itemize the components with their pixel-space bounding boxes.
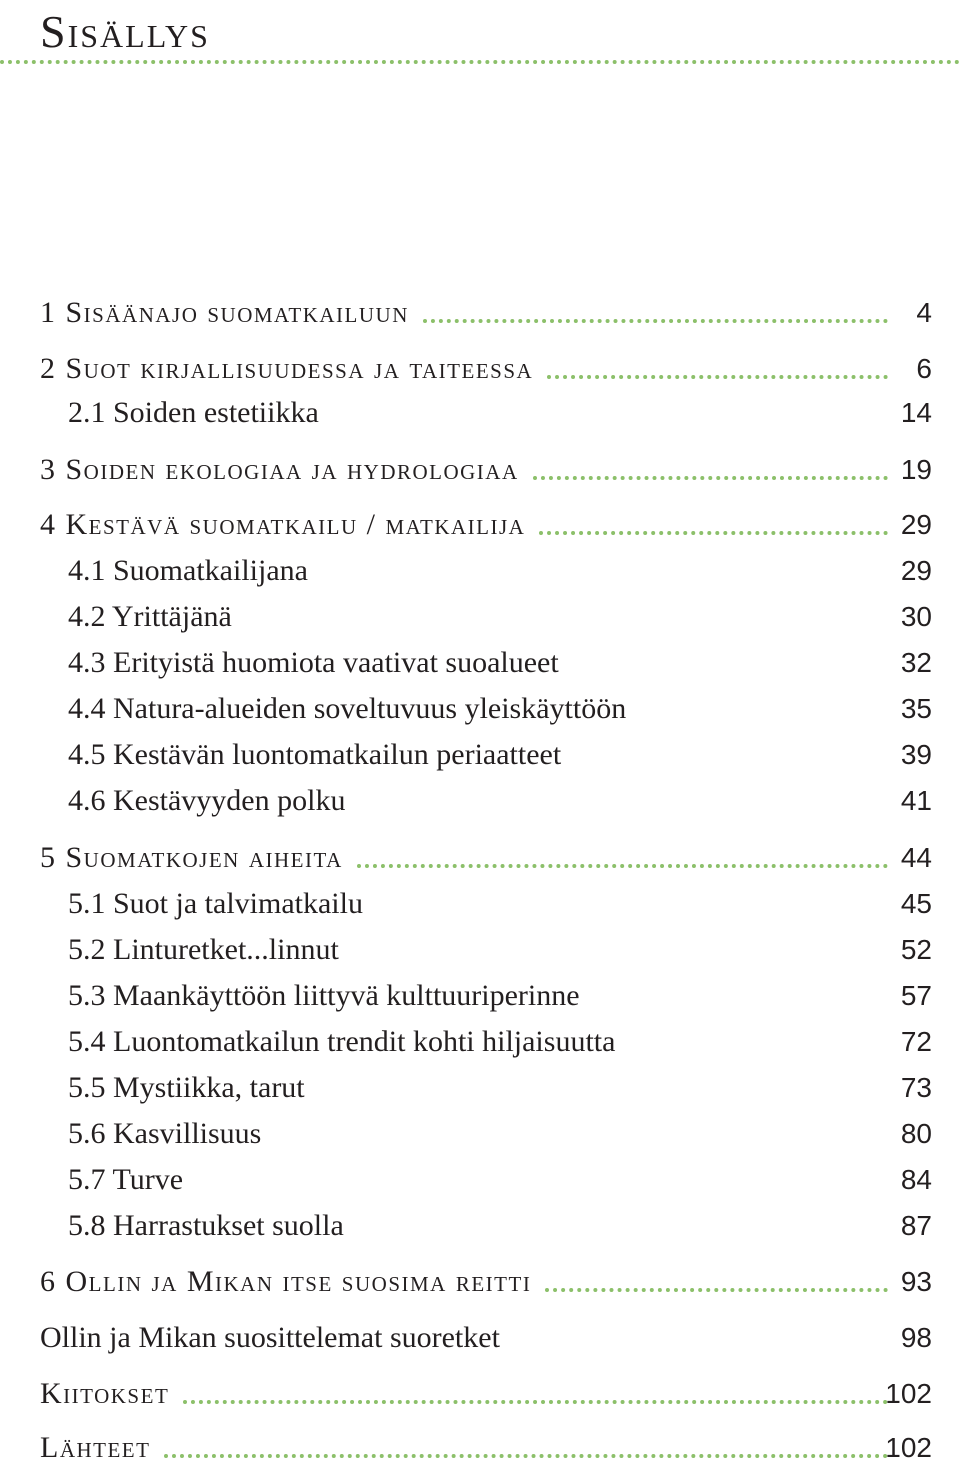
toc-entry[interactable] bbox=[0, 781, 960, 821]
toc-entry-page-number: 19 bbox=[900, 454, 932, 485]
toc-entry-page-number: 32 bbox=[900, 647, 932, 678]
toc-entry-page-number: 29 bbox=[900, 555, 932, 586]
toc-entry-title: 5.3 Maankäyttöön liittyvä kulttuuriperinne bbox=[68, 979, 580, 1012]
toc-entry-page-number: 41 bbox=[900, 785, 932, 816]
toc-entry-page-number: 44 bbox=[900, 842, 932, 873]
dot-leader bbox=[423, 319, 888, 323]
toc-entry[interactable] bbox=[0, 450, 960, 490]
toc-entry-title: 5.5 Mystiikka, tarut bbox=[68, 1071, 305, 1104]
toc-entry-page-number: 102 bbox=[885, 1432, 932, 1463]
page-title: Sisällys bbox=[40, 6, 210, 57]
toc-entry[interactable] bbox=[0, 838, 960, 878]
toc-entry-title: 5 Suomatkojen aiheita bbox=[40, 841, 343, 874]
dot-leader bbox=[547, 375, 888, 379]
toc-entry[interactable] bbox=[0, 293, 960, 333]
toc-entry-page-number: 84 bbox=[900, 1164, 932, 1195]
toc-entry-title: Lähteet bbox=[40, 1431, 151, 1464]
toc-entry[interactable] bbox=[0, 1022, 960, 1062]
toc-entry[interactable] bbox=[0, 643, 960, 683]
toc-entry[interactable] bbox=[0, 551, 960, 591]
toc-entry-title: 5.1 Suot ja talvimatkailu bbox=[68, 887, 363, 920]
toc-entry-title: 4.5 Kestävän luontomatkailun periaatteet bbox=[68, 738, 562, 771]
dot-leader bbox=[545, 1288, 888, 1292]
toc-entry[interactable] bbox=[0, 1262, 960, 1302]
toc-entry[interactable] bbox=[0, 393, 960, 433]
toc-entry-title: 1 Sisäänajo suomatkailuun bbox=[40, 296, 409, 329]
toc-entry-title: 4.6 Kestävyyden polku bbox=[68, 784, 346, 817]
toc-entry-page-number: 30 bbox=[900, 601, 932, 632]
dot-leader bbox=[183, 1400, 888, 1404]
toc-entry-page-number: 29 bbox=[900, 509, 932, 540]
toc-entry-page-number: 93 bbox=[900, 1266, 932, 1297]
toc-entry-title: 4.3 Erityistä huomiota vaativat suoalueet bbox=[68, 646, 559, 679]
toc-entry[interactable] bbox=[0, 1428, 960, 1468]
toc-entry[interactable] bbox=[0, 1374, 960, 1414]
toc-entry-title: 5.8 Harrastukset suolla bbox=[68, 1209, 344, 1242]
toc-entry-page-number: 73 bbox=[900, 1072, 932, 1103]
toc-entry[interactable] bbox=[0, 505, 960, 545]
toc-entry-title: 4.2 Yrittäjänä bbox=[68, 600, 232, 633]
toc-entry-title: Kiitokset bbox=[40, 1377, 170, 1410]
toc-entry-title: 2.1 Soiden estetiikka bbox=[68, 396, 319, 429]
dot-leader bbox=[164, 1454, 888, 1458]
toc-entry-title: 5.7 Turve bbox=[68, 1163, 184, 1196]
toc-entry[interactable] bbox=[0, 349, 960, 389]
toc-entry-title: 5.2 Linturetket...linnut bbox=[68, 933, 339, 966]
toc-entry-page-number: 80 bbox=[900, 1118, 932, 1149]
toc-entry-title: 5.6 Kasvillisuus bbox=[68, 1117, 262, 1150]
dot-leader bbox=[357, 864, 888, 868]
toc-entry[interactable] bbox=[0, 1068, 960, 1108]
toc-entry-page-number: 6 bbox=[916, 353, 932, 384]
toc-entry[interactable] bbox=[0, 930, 960, 970]
dot-leader bbox=[533, 476, 888, 480]
toc-entry-title: Ollin ja Mikan suosittelemat suoretket bbox=[40, 1321, 500, 1354]
dot-leader bbox=[539, 531, 888, 535]
toc-entry[interactable] bbox=[0, 1206, 960, 1246]
toc-entry[interactable] bbox=[0, 597, 960, 637]
toc-entry[interactable] bbox=[0, 884, 960, 924]
toc-entry-title: 4.1 Suomatkailijana bbox=[68, 554, 308, 587]
toc-entry-page-number: 52 bbox=[900, 934, 932, 965]
toc-entry-title: 4 Kestävä suomatkailu / matkailija bbox=[40, 508, 526, 541]
toc-entry[interactable] bbox=[0, 1318, 960, 1358]
toc-entry-title: 6 Ollin ja Mikan itse suosima reitti bbox=[40, 1265, 532, 1298]
toc-entry[interactable] bbox=[0, 1160, 960, 1200]
toc-entry[interactable] bbox=[0, 735, 960, 775]
toc-entry-page-number: 35 bbox=[900, 693, 932, 724]
toc-entry-page-number: 39 bbox=[900, 739, 932, 770]
toc-entry-page-number: 4 bbox=[916, 297, 932, 328]
toc-entry[interactable] bbox=[0, 1114, 960, 1154]
toc-entry-page-number: 57 bbox=[900, 980, 932, 1011]
toc-entry-page-number: 87 bbox=[900, 1210, 932, 1241]
toc-entry-page-number: 102 bbox=[885, 1378, 932, 1409]
toc-entry-title: 4.4 Natura-alueiden soveltuvuus yleiskäyttöön bbox=[68, 692, 627, 725]
toc-entry-page-number: 98 bbox=[900, 1322, 932, 1353]
toc-entry-page-number: 45 bbox=[900, 888, 932, 919]
toc-entry-title: 3 Soiden ekologiaa ja hydrologiaa bbox=[40, 453, 519, 486]
toc-entry-title: 2 Suot kirjallisuudessa ja taiteessa bbox=[40, 352, 534, 385]
toc-entry-title: 5.4 Luontomatkailun trendit kohti hiljaisuutta bbox=[68, 1025, 616, 1058]
toc-entry-page-number: 72 bbox=[900, 1026, 932, 1057]
toc-entry[interactable] bbox=[0, 976, 960, 1016]
toc-entry-page-number: 14 bbox=[900, 397, 932, 428]
toc-entry[interactable] bbox=[0, 689, 960, 729]
